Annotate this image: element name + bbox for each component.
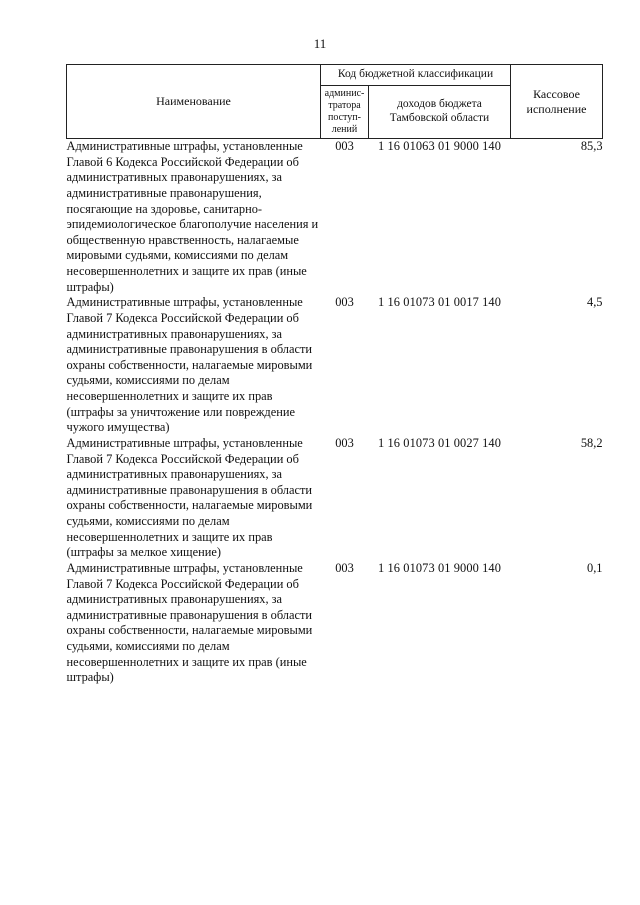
row-administrator: 003 [335, 139, 354, 153]
header-code-group: Код бюджетной классификации [321, 65, 511, 86]
row-code: 1 16 01063 01 9000 140 [378, 139, 502, 153]
row-name: Административные штрафы, установленные Главой 7 Кодекса Российской Федерации об административных правонарушениях, за административные правонарушения в области охраны собственности, налагаемые мировыми судьями, комиссиями по делам несовершеннолетних и защите их прав (штрафы за уничтожение или повреждение чужого имущества) [66, 295, 313, 435]
header-administrator: админис-тратора поступ-лений [321, 86, 369, 139]
row-administrator: 003 [335, 295, 354, 310]
table-row [67, 436, 603, 561]
table-body [67, 139, 603, 686]
table-row [67, 561, 603, 686]
table-row [67, 139, 603, 296]
table-row [67, 295, 603, 436]
header-execution: Кассовое исполнение [511, 65, 603, 139]
row-administrator: 003 [335, 435, 354, 450]
row-administrator: 003 [335, 560, 354, 575]
row-code: 1 16 01073 01 0027 140 [378, 435, 502, 450]
header-name: Наименование [67, 65, 321, 139]
row-code: 1 16 01073 01 0017 140 [378, 295, 502, 310]
row-name: Административные штрафы, установленные Главой 7 Кодекса Российской Федерации об административных правонарушениях, за административные правонарушения в области охраны собственности, налагаемые мировыми судьями, комиссиями по делам несовершеннолетних и защите их прав (штрафы за мелкое хищение) [66, 435, 313, 560]
row-name: Административные штрафы, установленные Главой 6 Кодекса Российской Федерации об административных правонарушениях, за административные правонарушения, посягающие на здоровье, санитарно-эпидемиологическое благополучие населения и общественную нравственность, налагаемые мировыми судьями, комиссиями по делам несовершеннолетних и защите их прав (иные штрафы) [66, 139, 319, 294]
budget-table [66, 64, 603, 686]
row-amount: 4,5 [587, 295, 603, 310]
row-name: Административные штрафы, установленные Главой 7 Кодекса Российской Федерации об административных правонарушениях, за административные правонарушения в области охраны собственности, налагаемые мировыми судьями, комиссиями по делам несовершеннолетних и защите их прав (иные штрафы) [66, 560, 313, 685]
header-income: доходов бюджета Тамбовской области [369, 86, 511, 139]
row-amount: 85,3 [580, 139, 603, 153]
table-header [67, 65, 603, 139]
page-number: 11 [313, 36, 327, 51]
row-amount: 58,2 [580, 435, 603, 450]
row-amount: 0,1 [587, 560, 603, 575]
row-code: 1 16 01073 01 9000 140 [378, 560, 502, 575]
